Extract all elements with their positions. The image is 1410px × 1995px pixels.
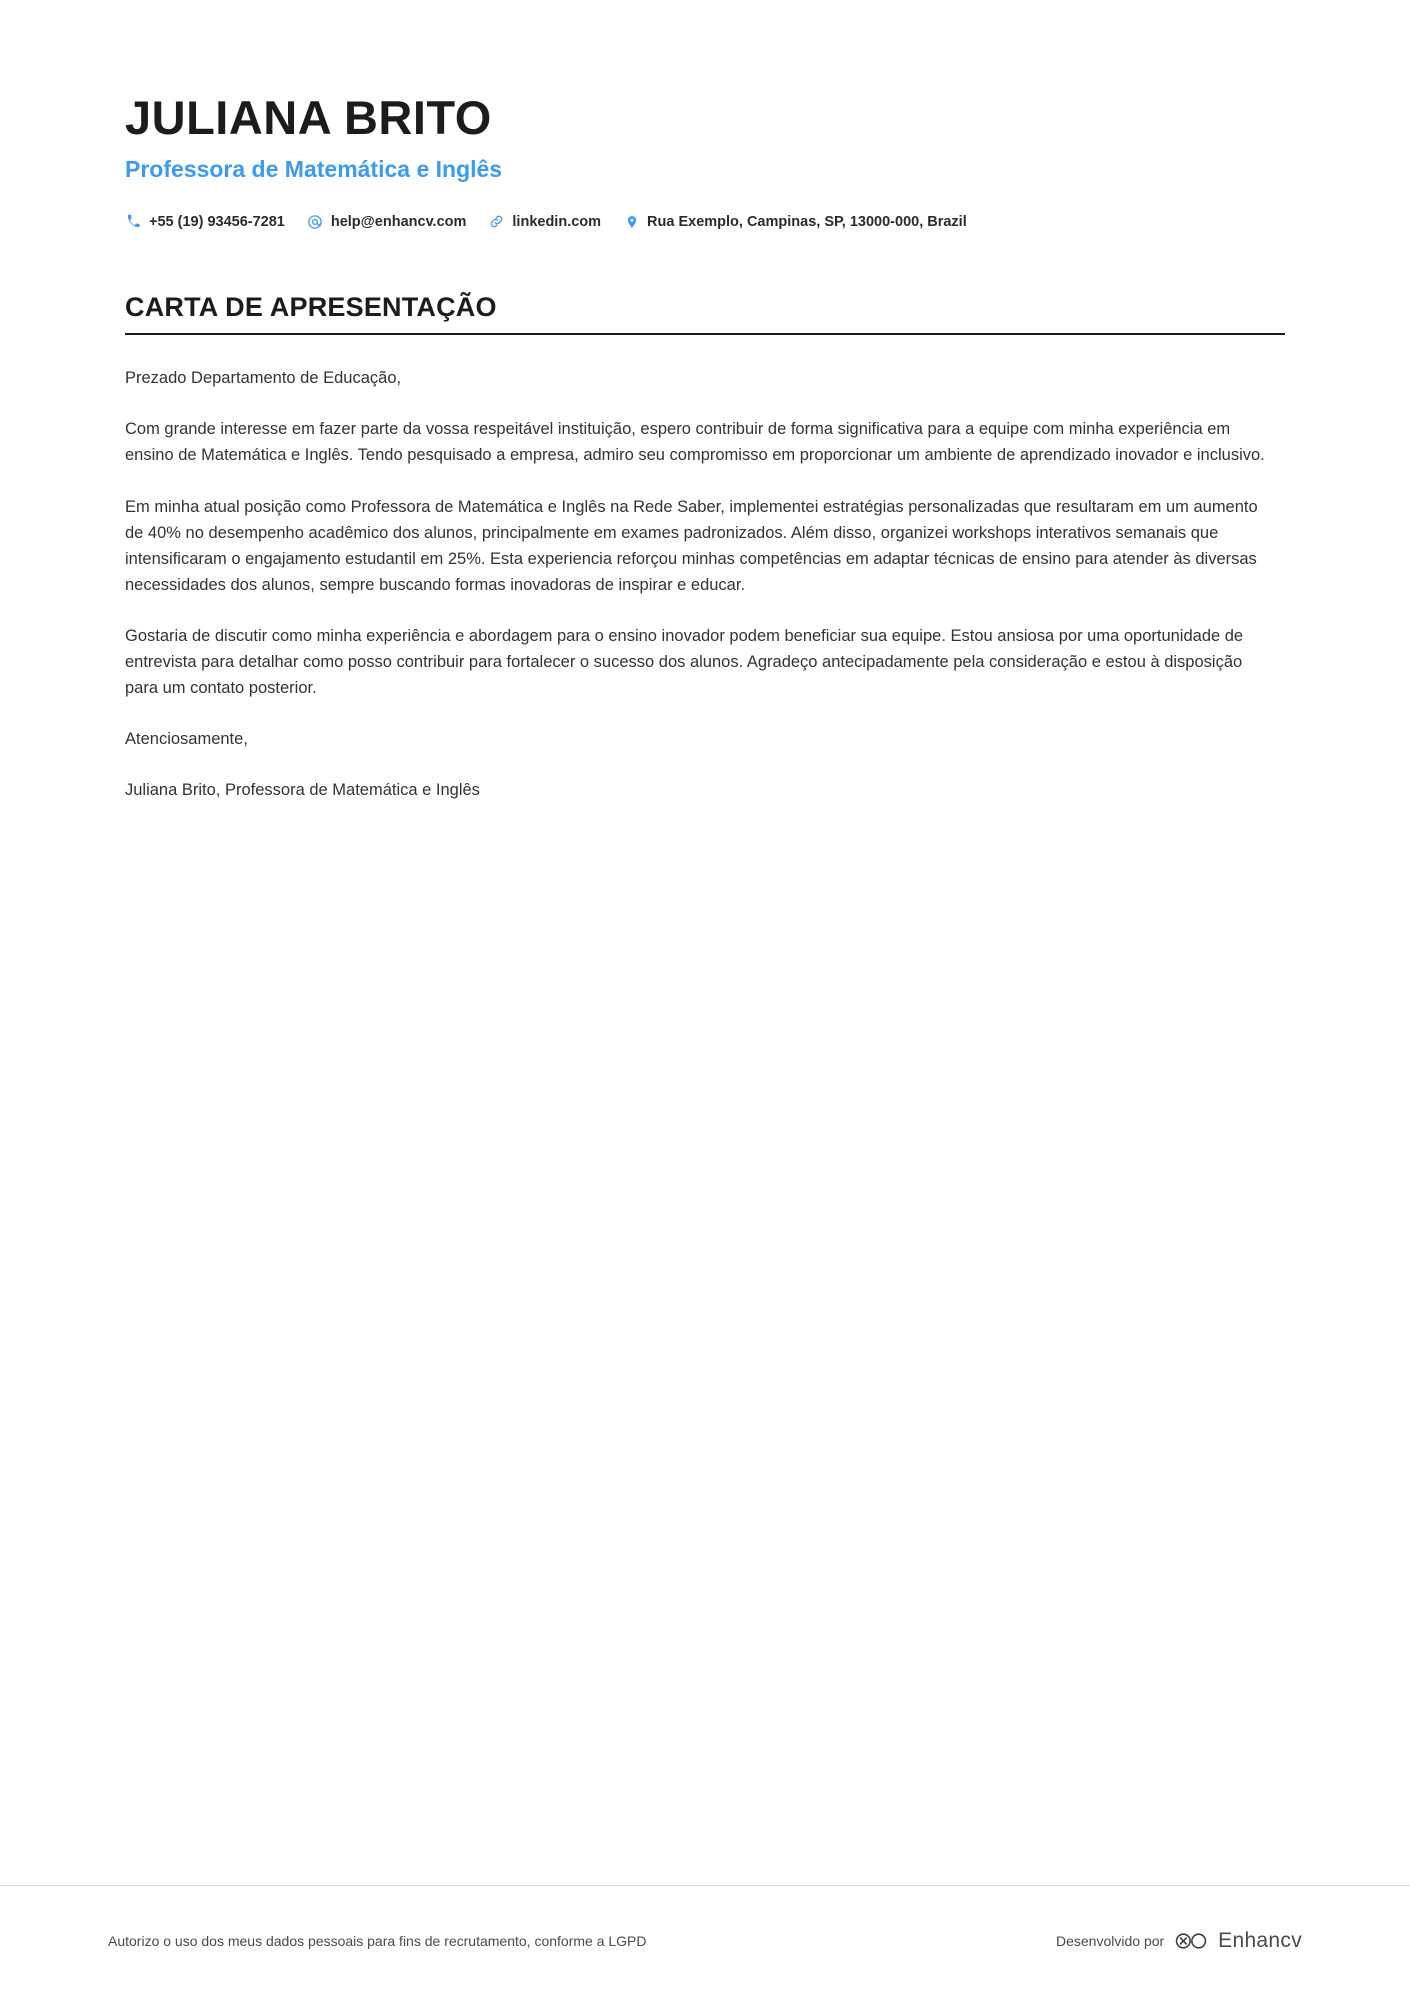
contact-email[interactable] — [307, 213, 467, 230]
letter-paragraph-1: Com grande interesse em fazer parte da vossa respeitável instituição, espero contribuir de forma significativa para a equipe com minha experiência em ensino de Matemática e Inglês. Tendo pesquisado a empresa, admiro seu compromisso em proporcionar um ambiente de aprendizado inovador e inclusivo. — [125, 420, 1265, 465]
document-content — [0, 0, 1410, 803]
footer-consent-note: Autorizo o uso dos meus dados pessoais para fins de recrutamento, conforme a LGPD — [108, 1932, 647, 1949]
section-heading-cover-letter: CARTA DE APRESENTAÇÃO — [125, 292, 497, 323]
email-icon — [307, 213, 324, 230]
page-title: JULIANA BRITO — [125, 91, 492, 144]
letter-paragraph-3: Gostaria de discutir como minha experiência e abordagem para o ensino inovador podem beneficiar sua equipe. Estou ansiosa por uma oportunidade de entrevista para detalhar como posso contribuir para fortalecer o sucesso dos alunos. Agradeço antecipadamente pela consideração e estou à disposição para um contato posterior. — [125, 626, 1244, 697]
contact-phone[interactable] — [125, 213, 285, 230]
contact-row — [125, 213, 1285, 230]
location-icon — [623, 213, 640, 230]
contact-phone-text: +55 (19) 93456-7281 — [149, 213, 285, 230]
link-icon — [488, 213, 505, 230]
footer-powered-by-label: Desenvolvido por — [1056, 1932, 1165, 1949]
contact-location — [623, 213, 967, 230]
letter-closing: Atenciosamente, — [125, 729, 248, 748]
letter-salutation: Prezado Departamento de Educação, — [125, 369, 402, 388]
contact-email-text: help@enhancv.com — [330, 213, 467, 230]
phone-icon — [125, 213, 142, 230]
enhancv-logo-icon — [1174, 1930, 1208, 1952]
letter-paragraph-2: Em minha atual posição como Professora de Matemática e Inglês na Rede Saber, implementei estratégias personalizadas que resultaram em um aumento de 40% no desempenho acadêmico dos alunos, principalmente em exames padronizados. Além disso, organizei workshops interativos semanais que intensificaram o engajamento estudantil em 25%. Esta experiencia reforçou minhas competências em adaptar técnicas de ensino para atender às diversas necessidades dos alunos, sempre buscando formas inovadoras de inspirar e educar. — [125, 497, 1258, 594]
cover-letter-body — [125, 365, 1285, 803]
contact-link-text: linkedin.com — [512, 213, 602, 230]
letter-signature: Juliana Brito, Professora de Matemática e Inglês — [125, 781, 480, 800]
document-footer — [0, 1885, 1410, 1995]
contact-link[interactable] — [488, 213, 601, 230]
footer-brand-name: Enhancv — [1218, 1928, 1302, 1952]
contact-location-text: Rua Exemplo, Campinas, SP, 13000-000, Brazil — [647, 213, 967, 230]
section-divider — [125, 333, 1285, 335]
professional-title: Professora de Matemática e Inglês — [125, 155, 503, 182]
footer-brand — [1056, 1929, 1302, 1953]
